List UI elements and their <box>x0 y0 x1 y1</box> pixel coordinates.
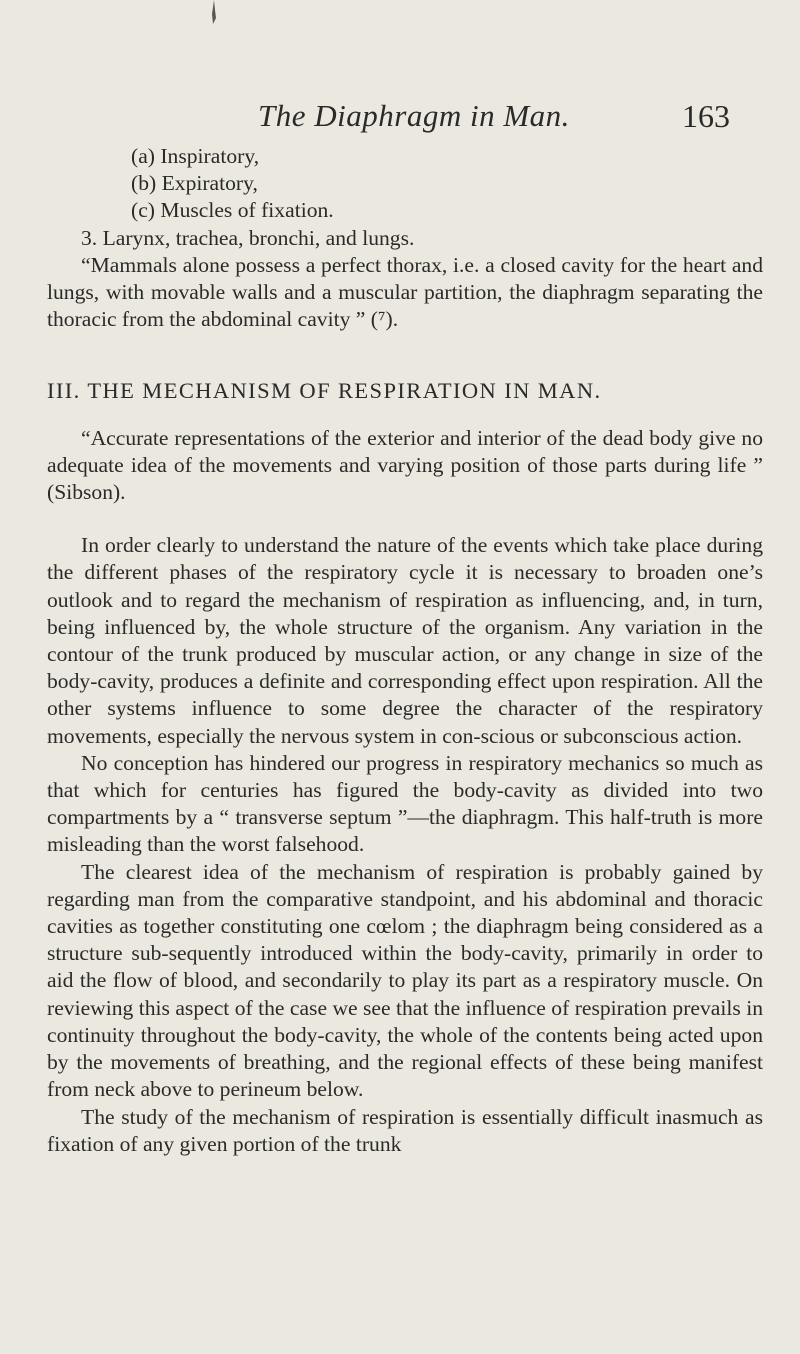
list-item: (c) Muscles of fixation. <box>131 198 334 223</box>
list-item: (a) Inspiratory, <box>131 144 260 168</box>
paragraph: No conception has hindered our progress in respiratory mechanics so much as that which for centuries has figured the body-cavity as divided into two compartments by a “ transverse septum ”—the diaphragm. This half-truth is more misleading than the worst falsehood. <box>47 750 763 857</box>
page-number: 163 <box>682 98 730 134</box>
classification-list <box>47 143 763 252</box>
quotation-mammals: “Mammals alone possess a perfect thorax, i.e. a closed cavity for the heart and lungs, with movable walls and a muscular partition, the diaphragm separating the thoracic from the abdominal cavity ” (⁷). <box>47 252 763 332</box>
quotation-sibson: “Accurate representations of the exterior and interior of the dead body give no adequate idea of the movements and varying position of those parts during life ” (Sibson). <box>47 425 763 505</box>
body-text <box>47 143 763 1158</box>
list-item: 3. Larynx, trachea, bronchi, and lungs. <box>81 225 415 250</box>
ink-speck-mark <box>210 0 218 26</box>
paragraph: The clearest idea of the mechanism of respiration is probably gained by regarding man from the comparative standpoint, and his abdominal and thoracic cavities as together constituting one cœlom ; the diaphragm being considered as a structure sub-sequently introduced within the body-cavity, primarily in order to aid the flow of blood, and secondarily to play its part as a respiratory muscle. On reviewing this aspect of the case we see that the influence of respiration prevails in continuity throughout the body-cavity, the whole of the contents being acted upon by the movements of breathing, and the regional effects of these being manifest from neck above to perineum below. <box>47 859 763 1102</box>
paragraph: In order clearly to understand the nature of the events which take place during the different phases of the respiratory cycle it is necessary to broaden one’s outlook and to regard the mechanism of respiration as influencing, and, in turn, being influenced by, the whole structure of the organism. Any variation in the contour of the trunk produced by muscular action, or any change in size of the body-cavity, produces a definite and corresponding effect upon respiration. All the other systems influence to some degree the character of the respiratory movements, especially the nervous system in con-scious or subconscious action. <box>47 533 763 748</box>
paragraph: The study of the mechanism of respiration is essentially difficult inasmuch as fixation of any given portion of the trunk <box>47 1104 763 1156</box>
section-heading: III. THE MECHANISM OF RESPIRATION IN MAN. <box>47 378 602 404</box>
running-title: The Diaphragm in Man. <box>258 98 570 133</box>
page-header <box>0 98 800 138</box>
list-item: (b) Expiratory, <box>131 171 258 196</box>
